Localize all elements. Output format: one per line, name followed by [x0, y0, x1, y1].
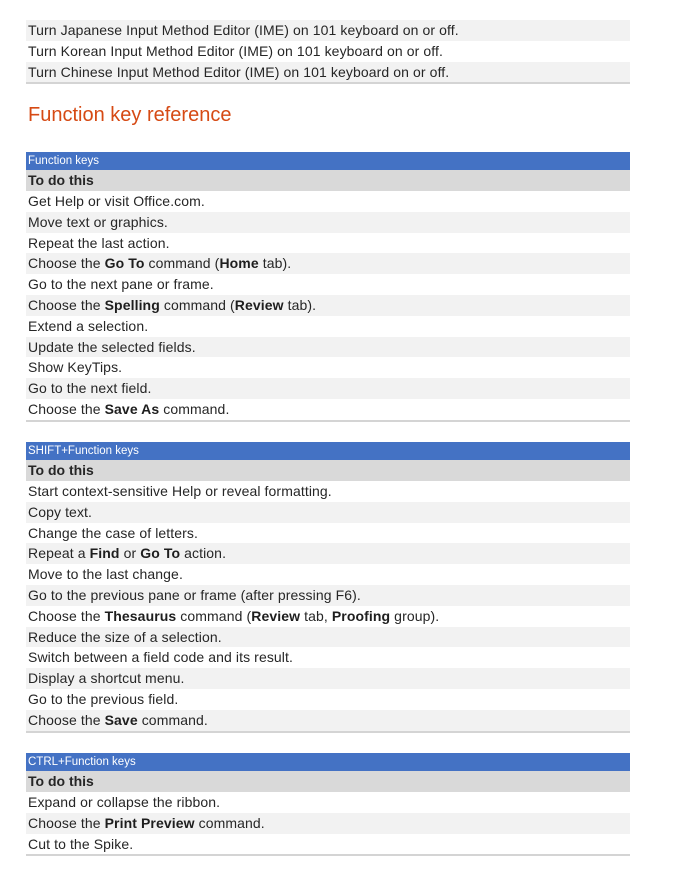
table-caption: SHIFT+Function keys	[26, 442, 630, 460]
table-row	[26, 274, 630, 295]
table-row	[26, 295, 630, 316]
table-row	[26, 543, 630, 564]
table-row	[26, 813, 630, 834]
row-text: Choose the	[28, 400, 105, 417]
row-text: tab).	[283, 296, 317, 313]
table-row	[26, 647, 630, 668]
row-text: command (	[144, 255, 220, 272]
row-text: command (	[176, 607, 252, 624]
bold-text: Save As	[104, 400, 160, 417]
page-heading: Function key reference	[28, 104, 232, 126]
bold-text: Find	[89, 545, 120, 562]
table-row	[26, 564, 630, 585]
row-text: Display a shortcut menu.	[28, 670, 185, 687]
table-row	[26, 233, 630, 254]
row-text: Update the selected fields.	[28, 338, 196, 355]
table-row	[26, 502, 630, 523]
table-bottom-rule	[26, 420, 630, 422]
row-text: Move to the last change.	[28, 566, 183, 583]
table-row	[26, 20, 630, 41]
bold-text: Review	[234, 296, 284, 313]
shift-function-keys-table	[26, 442, 630, 733]
row-text: Choose the	[28, 255, 105, 272]
row-text: Start context-sensitive Help or reveal formatting.	[28, 483, 332, 499]
row-text: command (	[159, 296, 235, 313]
bold-text: Home	[219, 255, 259, 272]
row-text: Repeat a	[28, 545, 90, 562]
table-row	[26, 585, 630, 606]
column-header: To do this	[26, 170, 630, 191]
table-row	[26, 337, 630, 358]
column-header: To do this	[26, 771, 630, 792]
row-text: Go to the previous pane or frame (after pressing F6).	[28, 586, 361, 603]
table-row	[26, 399, 630, 420]
table-row	[26, 668, 630, 689]
table-row	[26, 481, 630, 502]
row-text: group).	[390, 607, 440, 624]
bold-text: Thesaurus	[104, 607, 177, 624]
ctrl-function-keys-table	[26, 753, 630, 856]
row-text: Cut to the Spike.	[28, 835, 134, 852]
table-row	[26, 710, 630, 731]
row-text: Choose the	[28, 711, 105, 728]
table-row	[26, 191, 630, 212]
table-row	[26, 523, 630, 544]
bold-text: Go To	[140, 545, 181, 562]
column-header: To do this	[26, 460, 630, 481]
row-text: Repeat the last action.	[28, 234, 170, 251]
ime-table	[26, 20, 630, 84]
table-bottom-rule	[26, 731, 630, 733]
table-row	[26, 378, 630, 399]
bold-text: Print Preview	[104, 814, 195, 831]
table-caption: Function keys	[26, 152, 630, 170]
row-text: Extend a selection.	[28, 317, 149, 334]
row-text: or	[119, 545, 141, 562]
row-text: Switch between a field code and its result.	[28, 649, 294, 666]
table-row	[26, 834, 630, 855]
row-text: command.	[159, 400, 230, 417]
row-text: action.	[180, 545, 227, 562]
row-text: Reduce the size of a selection.	[28, 628, 222, 645]
row-text: Go to the next field.	[28, 380, 152, 397]
row-text: Go to the previous field.	[28, 690, 179, 707]
bold-text: Save	[104, 711, 138, 728]
table-row	[26, 627, 630, 648]
bold-text: Review	[251, 607, 301, 624]
row-text: Turn Japanese Input Method Editor (IME) on 101 keyboard on or off.	[28, 22, 459, 38]
row-text: Get Help or visit Office.com.	[28, 193, 205, 209]
row-text: Choose the	[28, 296, 105, 313]
table-row	[26, 357, 630, 378]
row-text: Choose the	[28, 814, 105, 831]
row-text: Go to the next pane or frame.	[28, 276, 214, 293]
bold-text: Proofing	[331, 607, 391, 624]
row-text: tab).	[258, 255, 292, 272]
table-row	[26, 606, 630, 627]
table-row	[26, 316, 630, 337]
table-row	[26, 792, 630, 813]
function-keys-table	[26, 152, 630, 422]
row-text: Expand or collapse the ribbon.	[28, 794, 221, 810]
row-text: Move text or graphics.	[28, 213, 168, 230]
row-text: Turn Chinese Input Method Editor (IME) on 101 keyboard on or off.	[28, 63, 450, 80]
row-text: Show KeyTips.	[28, 359, 123, 376]
bold-text: Go To	[104, 255, 145, 272]
row-text: tab,	[300, 607, 332, 624]
table-row	[26, 689, 630, 710]
table-caption: CTRL+Function keys	[26, 753, 630, 771]
row-text: Turn Korean Input Method Editor (IME) on 101 keyboard on or off.	[28, 42, 443, 59]
table-bottom-rule	[26, 854, 630, 856]
bold-text: Spelling	[104, 296, 160, 313]
row-text: Choose the	[28, 607, 105, 624]
table-row	[26, 62, 630, 83]
table-row	[26, 212, 630, 233]
row-text: command.	[194, 814, 265, 831]
table-row	[26, 253, 630, 274]
row-text: command.	[137, 711, 208, 728]
table-row	[26, 41, 630, 62]
row-text: Change the case of letters.	[28, 524, 199, 541]
table-bottom-rule	[26, 82, 630, 84]
row-text: Copy text.	[28, 503, 93, 520]
